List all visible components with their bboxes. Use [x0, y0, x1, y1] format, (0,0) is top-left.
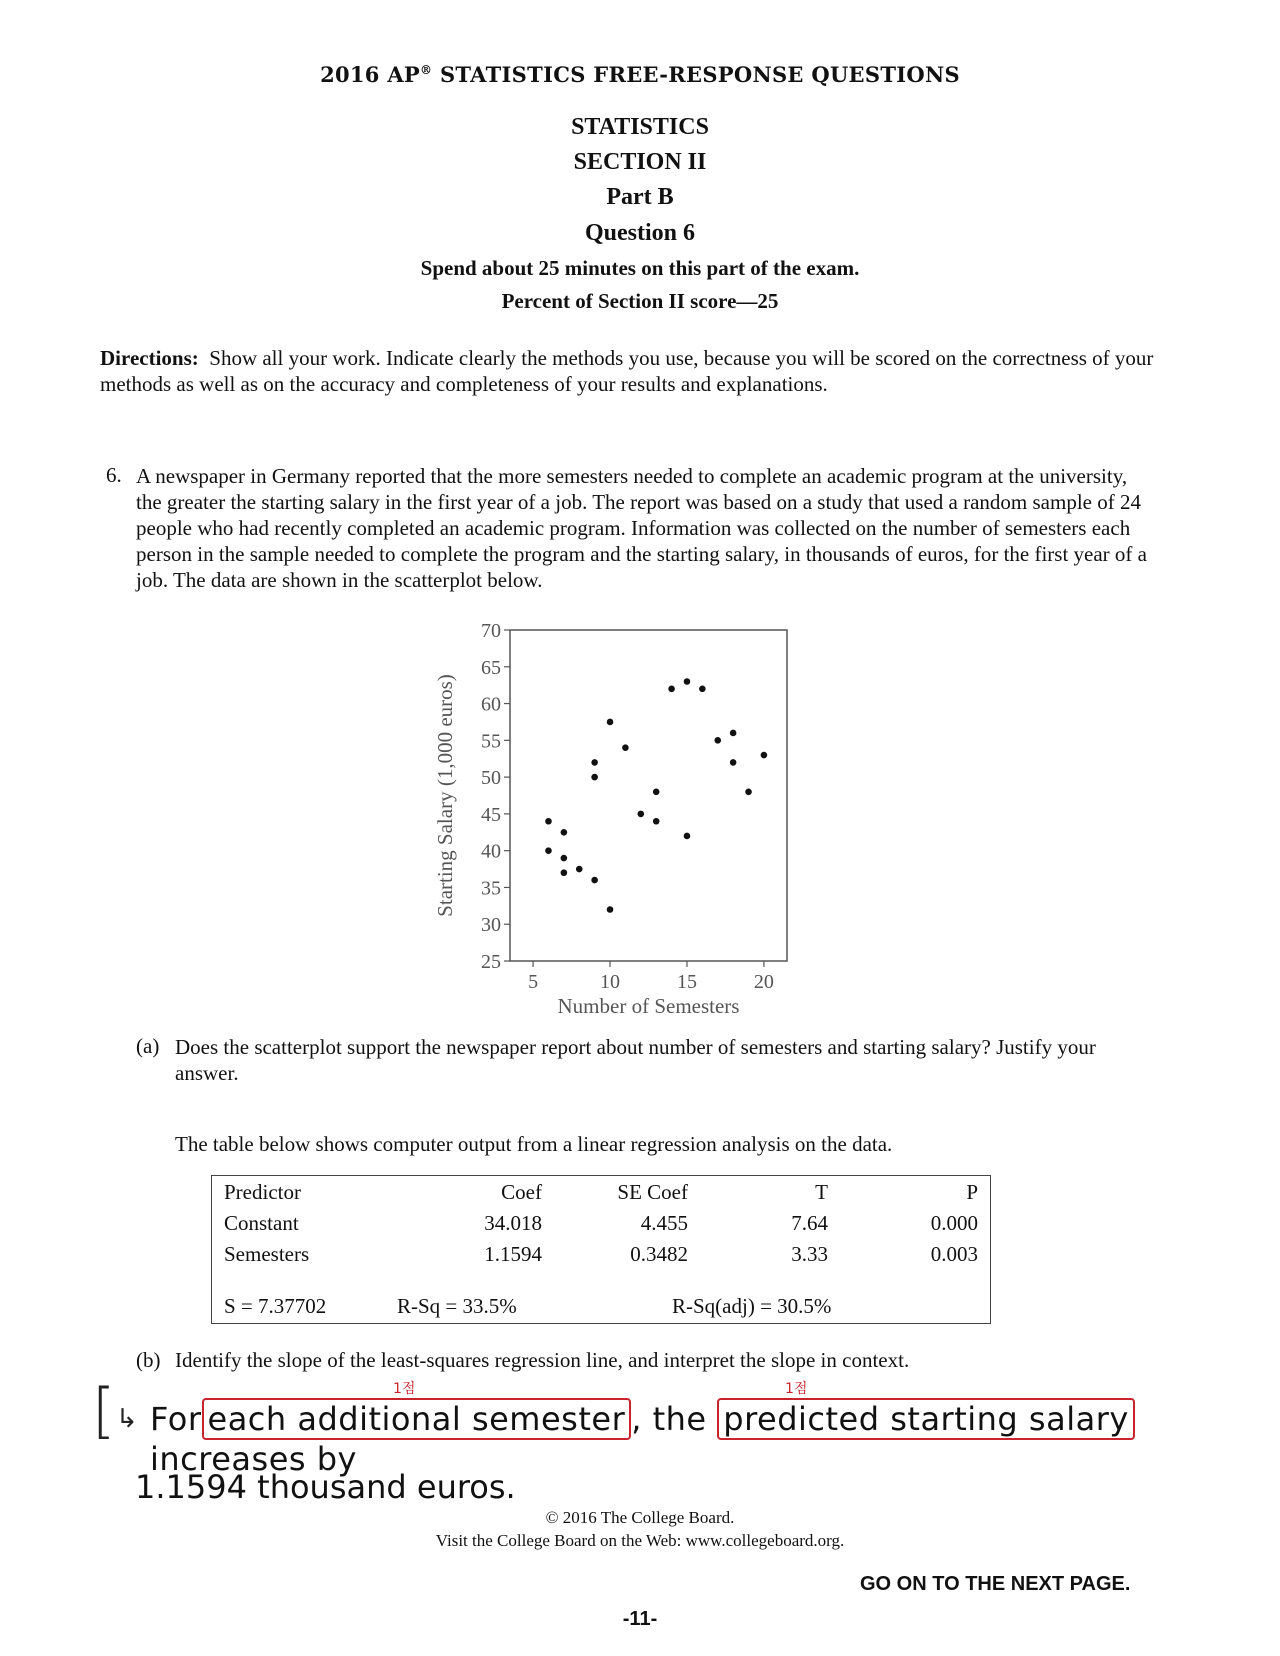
- data-point: [653, 789, 660, 796]
- data-point: [699, 686, 706, 693]
- header-title-suffix: STATISTICS FREE-RESPONSE QUESTIONS: [432, 62, 960, 87]
- x-tick-label: 5: [528, 971, 539, 993]
- y-tick-label: 40: [481, 840, 501, 863]
- hw-boxed-each-additional-semester: each additional semester: [202, 1398, 632, 1440]
- row-constant-t: 7.64: [791, 1211, 828, 1235]
- row-semesters-label: Semesters: [224, 1242, 310, 1266]
- hw-boxed-predicted-starting-salary: predicted starting salary: [717, 1398, 1135, 1440]
- hw-for: For: [150, 1400, 202, 1438]
- score-mark-2: 1점: [785, 1381, 808, 1397]
- y-tick-label: 35: [481, 877, 501, 900]
- page-header-title: [0, 62, 1280, 87]
- row-semesters-se: 0.3482: [630, 1242, 688, 1266]
- data-point: [745, 789, 752, 796]
- data-point: [638, 811, 645, 818]
- row-semesters-p: 0.003: [930, 1242, 978, 1266]
- score-percent: Percent of Section II score—25: [501, 289, 779, 313]
- part-b-text: Identify the slope of the least-squares regression line, and interpret the slope in context.: [175, 1348, 910, 1372]
- x-axis-label: Number of Semesters: [557, 994, 740, 1018]
- data-point: [653, 818, 660, 825]
- y-tick-label: 50: [481, 767, 501, 790]
- y-tick-label: 60: [481, 693, 501, 716]
- header-predictor: Predictor: [224, 1180, 301, 1204]
- header-p: P: [966, 1180, 978, 1204]
- data-point: [561, 855, 568, 862]
- data-point: [591, 774, 598, 781]
- data-point: [545, 818, 552, 825]
- data-point: [607, 719, 614, 726]
- stat-rsq: R-Sq = 33.5%: [397, 1294, 517, 1318]
- y-tick-label: 25: [481, 951, 501, 973]
- y-tick-label: 70: [481, 620, 501, 642]
- question-number: 6.: [106, 463, 122, 487]
- data-point: [668, 686, 675, 693]
- row-constant-se: 4.455: [640, 1211, 688, 1235]
- data-point: [591, 877, 598, 884]
- y-tick-label: 30: [481, 914, 501, 937]
- data-point: [607, 906, 614, 913]
- directions: [100, 345, 1180, 397]
- plot-frame: [510, 630, 787, 961]
- row-constant-coef: 34.018: [484, 1211, 542, 1235]
- data-point: [545, 847, 552, 854]
- row-semesters-t: 3.33: [791, 1242, 828, 1266]
- part-b-label: (b): [136, 1348, 161, 1372]
- page-number: -11-: [622, 1608, 658, 1630]
- y-tick-label: 55: [481, 730, 501, 753]
- handwritten-answer-line2: 1.1594 thousand euros.: [135, 1468, 516, 1506]
- y-tick-label: 65: [481, 656, 501, 679]
- data-point: [730, 730, 737, 737]
- x-tick-label: 10: [600, 971, 621, 993]
- data-point: [730, 759, 737, 766]
- hw-increases-by: increases by: [150, 1440, 357, 1478]
- row-semesters-coef: 1.1594: [484, 1242, 542, 1266]
- x-tick-label: 20: [753, 971, 774, 993]
- data-point: [714, 737, 721, 744]
- x-tick-label: 15: [676, 971, 697, 993]
- question-text: A newspaper in Germany reported that the more semesters needed to complete an academic program at the university, the greater the starting salary in the first year of a job. The report was based on a study that used a random sample of 24 people who had recently completed an academic program. Information was collected on the number of semesters each person in the sample needed to complete the program and the starting salary, in thousands of euros, for the first year of a job. The data are shown in the scatterplot below.: [136, 464, 1147, 592]
- data-point: [761, 752, 768, 759]
- answer-arrow: ↳: [116, 1404, 138, 1434]
- y-axis-label: Starting Salary (1,000 euros): [433, 674, 457, 917]
- heading-part: Part B: [606, 184, 674, 210]
- data-point: [684, 833, 691, 840]
- y-tick-label: 45: [481, 803, 501, 826]
- data-point: [576, 866, 583, 873]
- row-constant-label: Constant: [224, 1211, 299, 1235]
- footer-copyright: © 2016 The College Board.: [545, 1508, 735, 1527]
- directions-label: Directions:: [100, 346, 199, 370]
- data-point: [591, 759, 598, 766]
- data-point: [561, 829, 568, 836]
- heading-section: SECTION II: [573, 149, 707, 175]
- time-instruction: Spend about 25 minutes on this part of the exam.: [420, 256, 860, 280]
- scatterplot: [430, 610, 850, 1020]
- data-point: [684, 678, 691, 685]
- data-point: [561, 869, 568, 876]
- part-a-label: (a): [136, 1034, 160, 1058]
- handwritten-answer-line1: [150, 1398, 1280, 1478]
- header-coef: Coef: [501, 1180, 542, 1204]
- part-a-text: Does the scatterplot support the newspaper report about number of semesters and starting salary? Justify your answer.: [175, 1035, 1096, 1085]
- heading-question: Question 6: [584, 220, 695, 246]
- footer-visit: Visit the College Board on the Web: www.collegeboard.org.: [435, 1531, 845, 1550]
- hw-the: , the: [631, 1400, 707, 1438]
- header-title-prefix: 2016 AP: [320, 62, 421, 87]
- data-point: [622, 744, 629, 751]
- table-intro: The table below shows computer output from a linear regression analysis on the data.: [175, 1132, 893, 1156]
- header-se-coef: SE Coef: [617, 1180, 688, 1204]
- score-mark-1: 1점: [393, 1381, 416, 1397]
- stat-s: S = 7.37702: [224, 1294, 327, 1318]
- answer-bracket: [: [92, 1376, 116, 1446]
- stat-rsq-adj: R-Sq(adj) = 30.5%: [672, 1294, 832, 1318]
- go-on-next-page: GO ON TO THE NEXT PAGE.: [860, 1573, 1131, 1595]
- header-t: T: [815, 1180, 828, 1204]
- heading-statistics: STATISTICS: [571, 114, 709, 140]
- row-constant-p: 0.000: [930, 1211, 978, 1235]
- directions-text: Show all your work. Indicate clearly the methods you use, because you will be scored on the correctness of your methods as well as on the accuracy and completeness of your results and explanations.: [100, 346, 1154, 396]
- registered-mark: ®: [420, 63, 433, 77]
- regression-output-table: [211, 1175, 991, 1324]
